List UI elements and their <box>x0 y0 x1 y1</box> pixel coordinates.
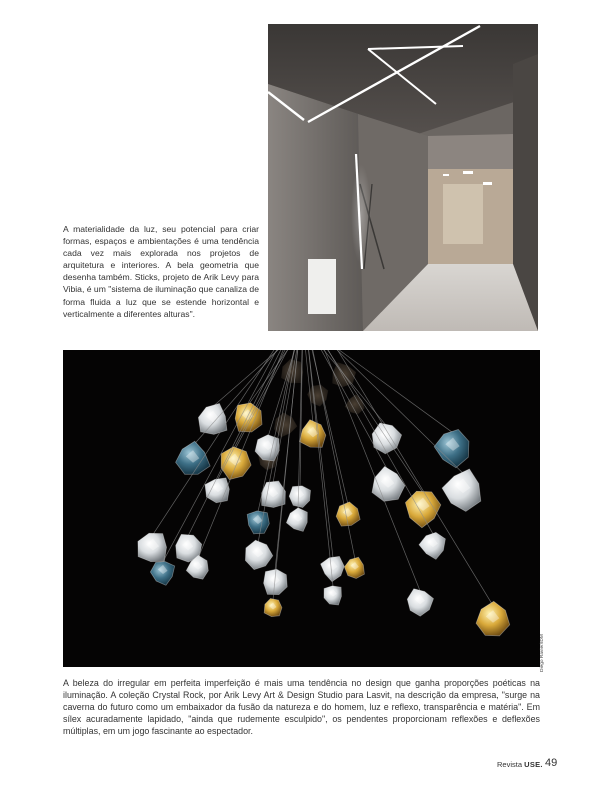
caption-crystal-rock: A beleza do irregular em perfeita imperfeição é mais uma tendência no design que ganha proporções poéticas na iluminação. A coleção Crystal Rock, por Arik Levy Art & Design Studio para Lasvit, na descrição da empresa, "surge na caverna do futuro como um embaixador da fusão da natureza e do homem, luz e reflexo, transparência e matéria". Em sílex acuradamente lapidado, "ainda que rudemente esculpido", os pendentes proporcionam reflexões e deflexões múltiplas, em um jogo fascinante ao espectador. <box>63 678 540 737</box>
photo-credit: Diego Ravier/IDM <box>540 634 545 672</box>
photo-crystal-rock <box>63 350 540 667</box>
footer-magazine-name <box>497 760 543 769</box>
photo-sticks-corridor <box>268 24 538 331</box>
pendant-wire <box>321 350 420 591</box>
caption-sticks: A materialidade da luz, seu potencial para criar formas, espaços e ambientações é uma tendência cada vez mais explorada nos projetos de arquitetura e interiores. A bela geometria que desenha também. Sticks, projeto de Arik Levy para Vibia, é um "sistema de iluminação que canaliza de forma fluida a luz que se estende horizontal e verticalmente a diferentes alturas". <box>63 224 259 319</box>
magazine-prefix: Revista <box>497 760 523 769</box>
crystal-pendants-illustration <box>63 350 540 667</box>
magazine-title: USE. <box>524 760 543 769</box>
corridor-illustration <box>268 24 538 331</box>
reflection-shape <box>274 413 297 437</box>
page-number: 49 <box>545 757 558 769</box>
pendant-wire <box>326 350 454 433</box>
pendant-wire <box>308 350 334 558</box>
